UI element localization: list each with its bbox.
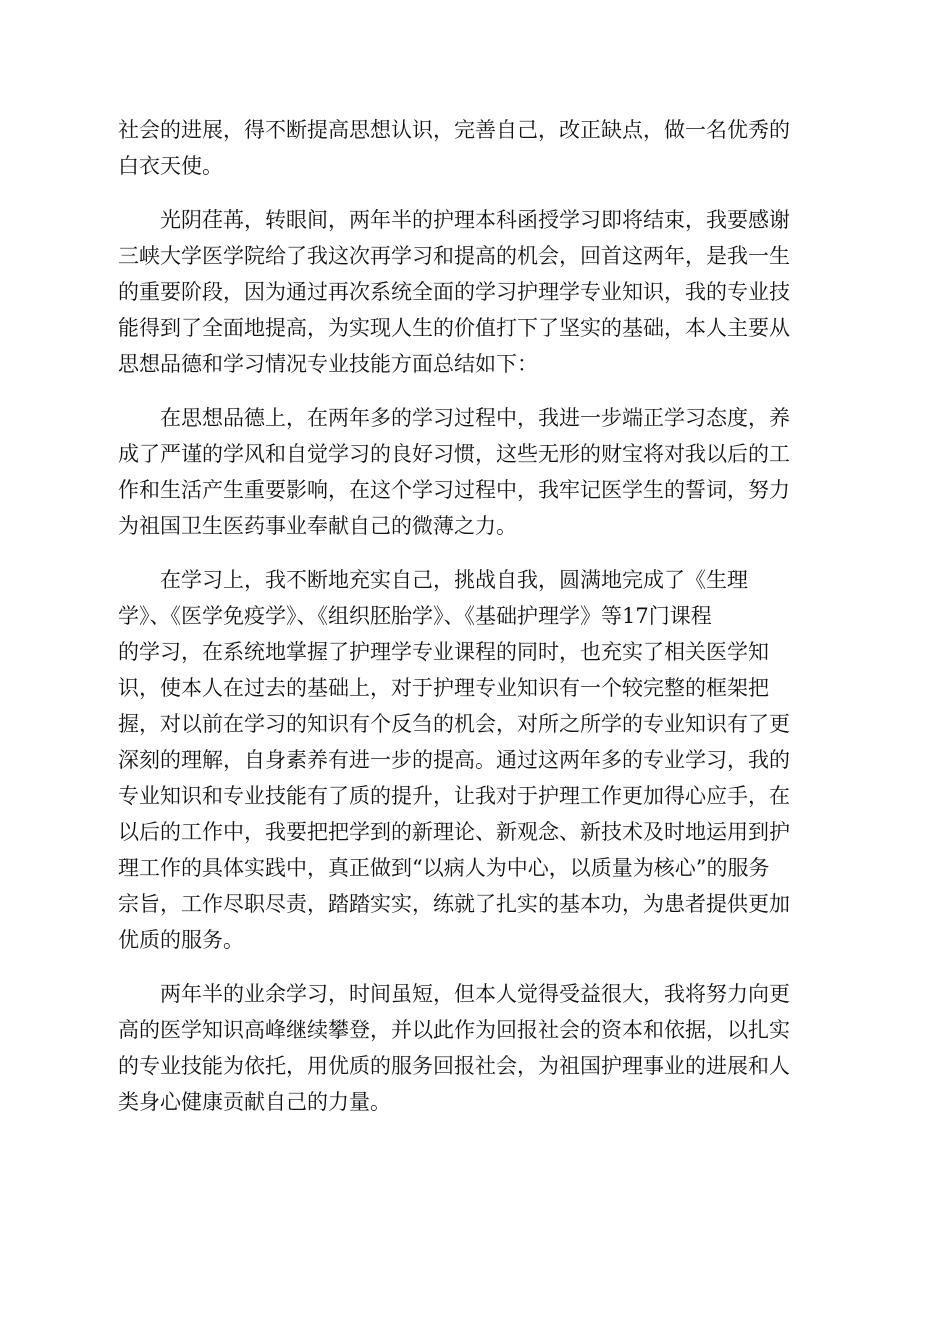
- paragraph-3: [118, 400, 834, 544]
- text-line: 三峡大学医学院给了我这次再学习和提高的机会，回首这两年，是我一生: [118, 244, 790, 268]
- text-line: 社会的进展，得不断提高思想认识，完善自己，改正缺点，做一名优秀的: [118, 118, 790, 142]
- paragraph-2: [118, 202, 834, 382]
- text-line: 为祖国卫生医药事业奉献自己的微薄之力。: [118, 514, 517, 538]
- document-page: [118, 112, 834, 1138]
- text-line: 白衣天使。: [118, 154, 223, 178]
- text-line: 宗旨，工作尽职尽责，踏踏实实，练就了扎实的基本功，为患者提供更加: [118, 892, 790, 916]
- text-line: 成了严谨的学风和自觉学习的良好习惯，这些无形的财宝将对我以后的工: [118, 442, 790, 466]
- text-line: 学》、《医学免疫学》、《组织胚胎学》、《基础护理学》等17门课程: [118, 604, 712, 628]
- text-line: 识，使本人在过去的基础上，对于护理专业知识有一个较完整的框架把: [118, 676, 769, 700]
- paragraph-5: [118, 976, 834, 1120]
- text-line: 光阴荏苒，转眼间，两年半的护理本科函授学习即将结束，我要感谢: [160, 208, 790, 232]
- text-line: 优质的服务。: [118, 928, 244, 952]
- text-line: 的学习，在系统地掌握了护理学专业课程的同时，也充实了相关医学知: [118, 640, 769, 664]
- text-line: 两年半的业余学习，时间虽短，但本人觉得受益很大，我将努力向更: [160, 982, 790, 1006]
- text-line: 能得到了全面地提高，为实现人生的价值打下了坚实的基础，本人主要从: [118, 316, 790, 340]
- text-line: 思想品德和学习情况专业技能方面总结如下：: [118, 352, 538, 376]
- text-line: 高的医学知识高峰继续攀登，并以此作为回报社会的资本和依据，以扎实: [118, 1018, 790, 1042]
- text-line: 专业知识和专业技能有了质的提升，让我对于护理工作更加得心应手，在: [118, 784, 790, 808]
- paragraph-1: [118, 112, 834, 184]
- text-line: 在思想品德上，在两年多的学习过程中，我进一步端正学习态度，养: [160, 406, 790, 430]
- text-line: 的专业技能为依托，用优质的服务回报社会，为祖国护理事业的进展和人: [118, 1054, 790, 1078]
- paragraph-4: [118, 562, 834, 958]
- text-line: 握，对以前在学习的知识有个反刍的机会，对所之所学的专业知识有了更: [118, 712, 790, 736]
- text-line: 深刻的理解，自身素养有进一步的提高。通过这两年多的专业学习，我的: [118, 748, 790, 772]
- text-line: 以后的工作中，我要把把学到的新理论、新观念、新技术及时地运用到护: [118, 820, 790, 844]
- text-line: 作和生活产生重要影响，在这个学习过程中，我牢记医学生的誓词，努力: [118, 478, 790, 502]
- text-line: 理工作的具体实践中，真正做到“以病人为中心，以质量为核心”的服务: [118, 856, 770, 880]
- text-line: 在学习上，我不断地充实自己，挑战自我，圆满地完成了《生理: [160, 568, 748, 592]
- text-line: 类身心健康贡献自己的力量。: [118, 1090, 391, 1114]
- text-line: 的重要阶段，因为通过再次系统全面的学习护理学专业知识，我的专业技: [118, 280, 790, 304]
